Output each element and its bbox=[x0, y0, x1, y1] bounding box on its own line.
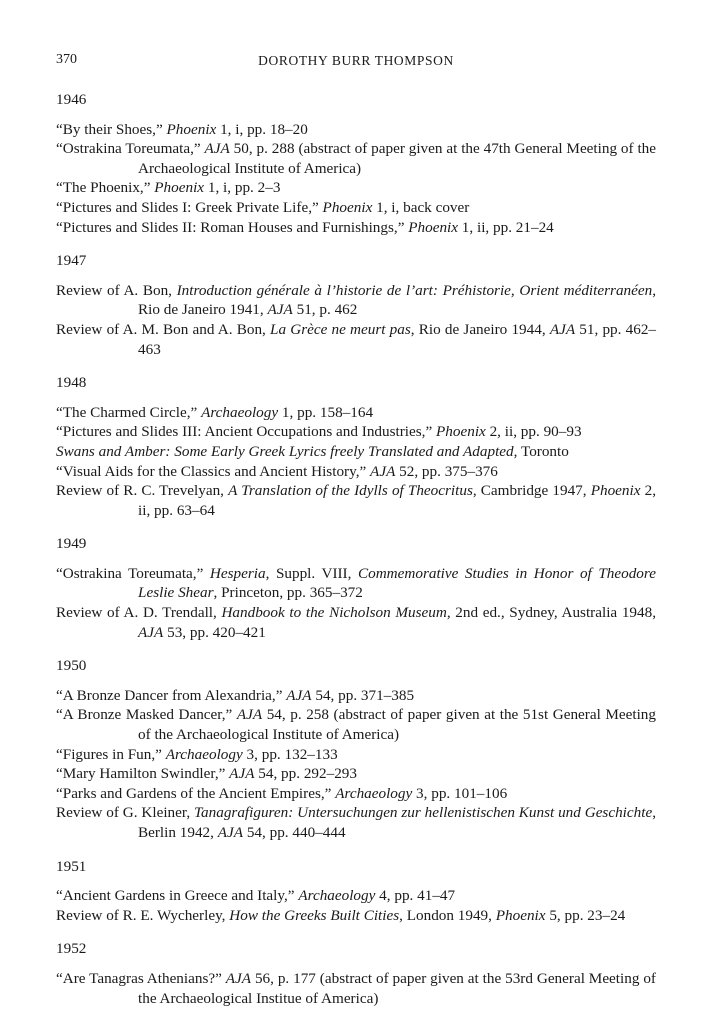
bibliography-entry bbox=[56, 745, 656, 765]
bibliography-entry bbox=[56, 969, 656, 1008]
year-section bbox=[56, 534, 656, 642]
year-section bbox=[56, 90, 656, 237]
italic-title: How the Greeks Built Cities bbox=[229, 906, 400, 924]
bibliography-entry bbox=[56, 886, 656, 906]
entry-text: “By their Shoes,” bbox=[56, 120, 167, 138]
entry-text: 1, ii, pp. 21–24 bbox=[458, 218, 554, 236]
italic-title: AJA bbox=[217, 824, 244, 841]
entry-text: 54, pp. 440–444 bbox=[243, 824, 346, 841]
italic-title: Phoenix bbox=[436, 423, 486, 441]
italic-title: Handbook to the Nicholson Museum bbox=[221, 604, 447, 622]
entry-text: “Ostrakina Toreumata,” bbox=[56, 140, 205, 158]
italic-title: AJA bbox=[370, 462, 396, 480]
italic-title: Phoenix bbox=[495, 906, 546, 924]
year-heading: 1947 bbox=[56, 252, 87, 270]
italic-title: AJA bbox=[225, 969, 252, 987]
entry-text: Review of A. D. Trendall, bbox=[56, 604, 222, 622]
year-section bbox=[56, 939, 656, 1008]
bibliography-entry bbox=[56, 442, 656, 462]
bibliography-entry bbox=[56, 139, 656, 178]
entry-text: “Are Tanagras Athenians?” bbox=[56, 969, 226, 987]
entry-text: Review of A. Bon, bbox=[56, 281, 177, 299]
year-section bbox=[56, 857, 656, 926]
entry-text: 50, p. 288 (abstract of paper given at the 47th General Meeting of the Archaeological Institute of America) bbox=[138, 140, 657, 177]
bibliography-entry bbox=[56, 120, 656, 140]
italic-title: Archaeology bbox=[298, 887, 376, 905]
entry-text: 54, p. 258 (abstract of paper given at the 51st General Meeting of the Archaeological Institute of America) bbox=[138, 706, 656, 744]
entry-text: 1, pp. 158–164 bbox=[278, 403, 374, 421]
bibliography-entry bbox=[56, 198, 656, 218]
bibliography-entry bbox=[56, 603, 656, 642]
year-section bbox=[56, 251, 656, 359]
italic-title: AJA bbox=[286, 686, 312, 704]
entry-text: Review of R. C. Trevelyan, bbox=[56, 482, 229, 500]
entry-text: 1, i, back cover bbox=[372, 198, 470, 216]
italic-title: AJA bbox=[204, 140, 230, 158]
italic-title: AJA bbox=[138, 623, 164, 641]
entry-text: 2, ii, pp. 63–64 bbox=[138, 482, 657, 519]
entry-text: 5, pp. 23–24 bbox=[545, 906, 626, 924]
bibliography-entry bbox=[56, 784, 656, 804]
italic-title: Phoenix bbox=[322, 198, 373, 216]
year-heading: 1946 bbox=[56, 91, 87, 108]
entry-text: , London 1949, bbox=[399, 906, 496, 924]
entry-text: , Toronto bbox=[513, 442, 569, 460]
entry-text: 2, ii, pp. 90–93 bbox=[485, 423, 582, 441]
entry-text: 53, pp. 420–421 bbox=[163, 623, 266, 641]
entry-text: Review of R. E. Wycherley, bbox=[56, 906, 230, 924]
bibliography-entry bbox=[56, 803, 656, 842]
year-section bbox=[56, 373, 656, 520]
italic-title: Archaeology bbox=[201, 403, 279, 421]
entry-text: “Pictures and Slides II: Roman Houses and Furnishings,” bbox=[56, 218, 409, 236]
italic-title: Phoenix bbox=[166, 120, 217, 138]
bibliography-entry bbox=[56, 218, 656, 238]
italic-title: Archaeology bbox=[335, 784, 413, 802]
entry-text: 54, pp. 371–385 bbox=[311, 686, 415, 704]
entry-text: “Ostrakina Toreumata,” bbox=[56, 564, 210, 582]
italic-title: AJA bbox=[236, 706, 263, 724]
year-heading: 1949 bbox=[56, 535, 87, 553]
bibliography-entry bbox=[56, 764, 656, 784]
entry-text: 4, pp. 41–47 bbox=[375, 887, 456, 905]
italic-title: AJA bbox=[549, 320, 576, 338]
entry-text: 3, pp. 101–106 bbox=[412, 784, 508, 802]
bibliography-entry bbox=[56, 462, 656, 482]
entry-text: , Berlin 1942, bbox=[138, 804, 656, 841]
entry-text: , Cambridge 1947, bbox=[472, 482, 591, 500]
year-heading: 1951 bbox=[56, 857, 87, 875]
italic-title: La Grèce ne meurt pas bbox=[270, 320, 411, 338]
bibliography-entry bbox=[56, 481, 656, 520]
entry-text: , Suppl. VIII, bbox=[265, 564, 358, 582]
italic-title: Archaeology bbox=[165, 745, 243, 763]
entry-text: “Figures in Fun,” bbox=[56, 745, 166, 763]
italic-title: Tanagrafiguren: Untersuchungen zur hellenistischen Kunst und Geschichte bbox=[193, 804, 653, 822]
bibliography-entry bbox=[56, 686, 656, 706]
entry-text: , Rio de Janeiro 1944, bbox=[410, 320, 550, 338]
entry-text: “Parks and Gardens of the Ancient Empires,” bbox=[56, 784, 336, 802]
entry-text: “Ancient Gardens in Greece and Italy,” bbox=[56, 887, 299, 905]
entry-text: 52, pp. 375–376 bbox=[395, 462, 498, 480]
entry-text: , Princeton, pp. 365–372 bbox=[213, 584, 363, 602]
entry-text: Review of A. M. Bon and A. Bon, bbox=[56, 320, 271, 338]
entry-text: “Mary Hamilton Swindler,” bbox=[56, 765, 230, 783]
bibliography-list bbox=[56, 90, 656, 1022]
italic-title: AJA bbox=[267, 301, 293, 319]
entry-text: 3, pp. 132–133 bbox=[242, 745, 338, 763]
italic-title: Commemorative Studies in Honor of Theodore Leslie Shear bbox=[138, 564, 656, 602]
entry-text: , Rio de Janeiro 1941, bbox=[138, 281, 656, 319]
entry-text: 1, i, pp. 2–3 bbox=[204, 179, 281, 197]
bibliography-entry bbox=[56, 705, 656, 744]
bibliography-entry bbox=[56, 403, 656, 423]
running-head: DOROTHY BURR THOMPSON bbox=[258, 53, 454, 68]
bibliography-entry bbox=[56, 422, 656, 442]
year-heading: 1948 bbox=[56, 374, 87, 392]
entry-text: 56, p. 177 (abstract of paper given at the 53rd General Meeting of the Archaeological Institue of America) bbox=[138, 969, 656, 1007]
bibliography-entry bbox=[56, 564, 656, 603]
italic-title: Phoenix bbox=[154, 179, 205, 197]
entry-text: 51, p. 462 bbox=[292, 301, 358, 319]
bibliography-entry bbox=[56, 906, 656, 926]
year-heading: 1952 bbox=[56, 940, 87, 958]
entry-text: Review of G. Kleiner, bbox=[56, 804, 194, 822]
page-header bbox=[56, 52, 656, 72]
page-number: 370 bbox=[56, 52, 77, 67]
bibliography-entry bbox=[56, 320, 656, 359]
entry-text: , 2nd ed., Sydney, Australia 1948, bbox=[446, 604, 656, 622]
year-section bbox=[56, 656, 656, 842]
italic-title: Introduction générale à l’historie de l’art: Préhistorie, Orient méditerranéen bbox=[176, 281, 653, 299]
entry-text: “Visual Aids for the Classics and Ancient History,” bbox=[56, 462, 371, 480]
entry-text: “Pictures and Slides I: Greek Private Life,” bbox=[56, 198, 323, 216]
bibliography-entry bbox=[56, 178, 656, 198]
italic-title: A Translation of the Idylls of Theocritus bbox=[228, 482, 473, 500]
italic-title: Hesperia bbox=[209, 564, 266, 582]
bibliography-entry bbox=[56, 281, 656, 320]
entry-text: 1, i, pp. 18–20 bbox=[216, 120, 308, 138]
italic-title: Phoenix bbox=[590, 482, 641, 500]
entry-text: “The Charmed Circle,” bbox=[56, 403, 202, 421]
entry-text: “The Phoenix,” bbox=[56, 179, 155, 197]
entry-text: “Pictures and Slides III: Ancient Occupations and Industries,” bbox=[56, 423, 437, 441]
entry-text: 54, pp. 292–293 bbox=[254, 765, 357, 783]
entry-text: “A Bronze Dancer from Alexandria,” bbox=[56, 686, 287, 704]
italic-title: Phoenix bbox=[408, 218, 458, 236]
year-heading: 1950 bbox=[56, 657, 87, 675]
italic-title: AJA bbox=[229, 765, 255, 783]
entry-text: “A Bronze Masked Dancer,” bbox=[56, 706, 237, 724]
entry-text: 51, pp. 462–463 bbox=[138, 320, 657, 358]
italic-title: Swans and Amber: Some Early Greek Lyrics freely Translated and Adapted bbox=[56, 442, 514, 460]
